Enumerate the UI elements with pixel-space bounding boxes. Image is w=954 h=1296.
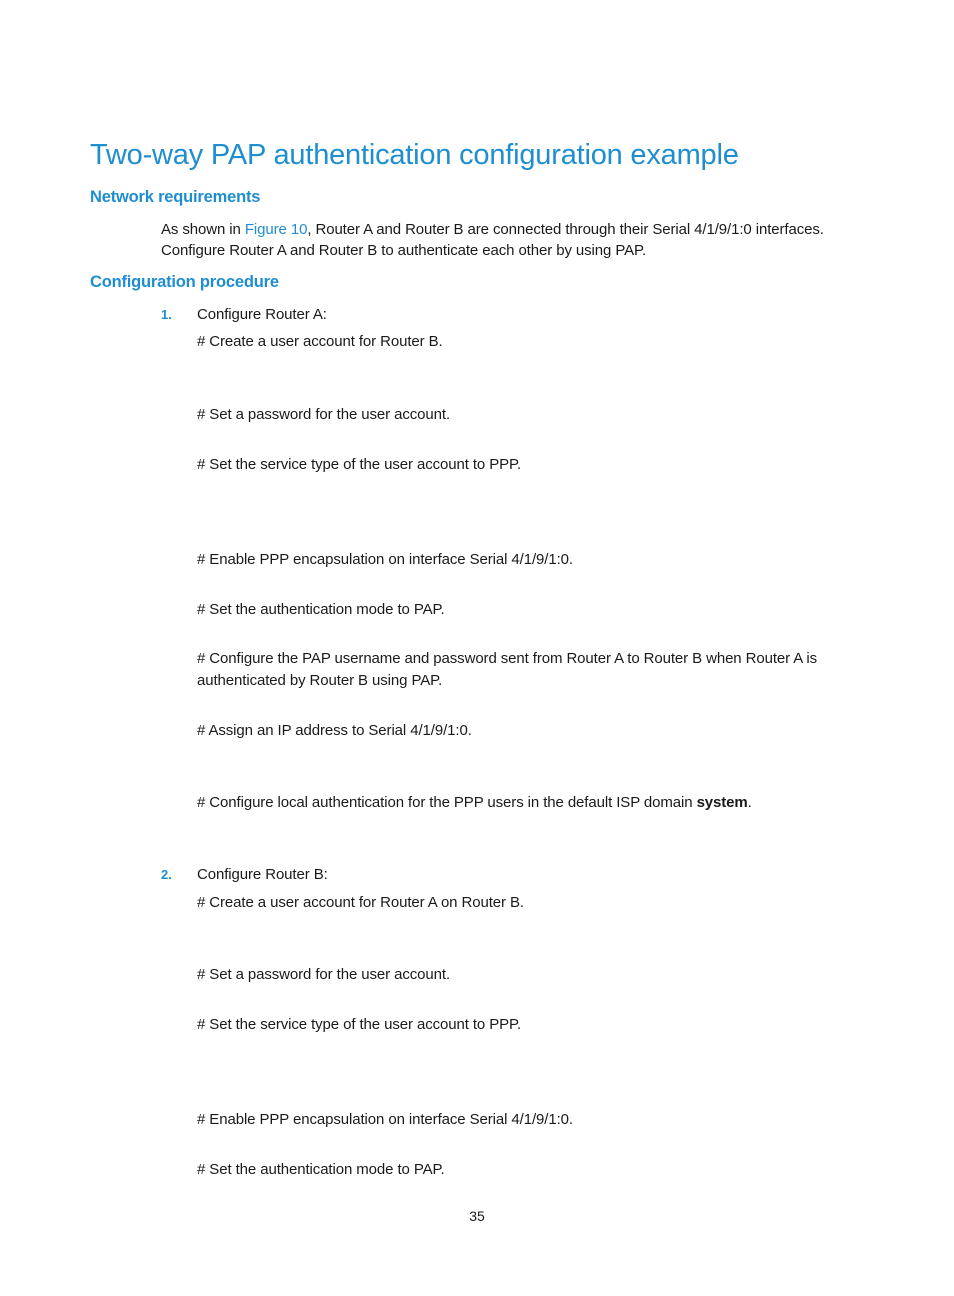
network-requirements-line-1: [161, 219, 824, 240]
page-title: Two-way PAP authentication configuration example: [90, 139, 739, 171]
section-heading-network-requirements: Network requirements: [90, 188, 261, 206]
step-1-comment: # Enable PPP encapsulation on interface Serial 4/1/9/1:0.: [197, 551, 573, 568]
text: # Configure local authentication for the PPP users in the default ISP domain: [197, 794, 697, 811]
step-1-comment: [197, 792, 752, 813]
step-1-comment: # Set a password for the user account.: [197, 406, 451, 423]
section-heading-configuration-procedure: Configuration procedure: [90, 273, 279, 291]
step-2-comment: # Create a user account for Router A on Router B.: [197, 894, 524, 911]
text: .: [747, 794, 752, 811]
text: , Router A and Router B are connected through their Serial 4/1/9/1:0 interfaces.: [307, 221, 824, 238]
figure-link[interactable]: Figure 10: [244, 221, 308, 238]
step-2-comment: # Set the authentication mode to PAP.: [197, 1161, 445, 1178]
step-1-comment: # Set the authentication mode to PAP.: [197, 601, 445, 618]
page-number: 35: [469, 1208, 485, 1224]
network-requirements-line-2: Configure Router A and Router B to authenticate each other by using PAP.: [161, 242, 647, 259]
step-1-comment: # Create a user account for Router B.: [197, 333, 443, 350]
domain-keyword: system: [696, 794, 748, 811]
step-1-label: Configure Router A:: [197, 306, 327, 323]
step-2-label: Configure Router B:: [197, 866, 328, 883]
step-2-comment: # Set a password for the user account.: [197, 966, 451, 983]
text: As shown in: [161, 221, 245, 238]
step-1-comment: # Configure the PAP username and password sent from Router A to Router B when Router A is: [197, 650, 818, 667]
step-1-comment: # Assign an IP address to Serial 4/1/9/1:0.: [197, 722, 472, 739]
step-1-number: 1.: [161, 307, 172, 322]
step-2-number: 2.: [161, 867, 172, 882]
step-2-comment: # Enable PPP encapsulation on interface Serial 4/1/9/1:0.: [197, 1111, 573, 1128]
step-1-comment: authenticated by Router B using PAP.: [197, 672, 443, 689]
step-2-comment: # Set the service type of the user account to PPP.: [197, 1016, 522, 1033]
step-1-comment: # Set the service type of the user account to PPP.: [197, 456, 522, 473]
